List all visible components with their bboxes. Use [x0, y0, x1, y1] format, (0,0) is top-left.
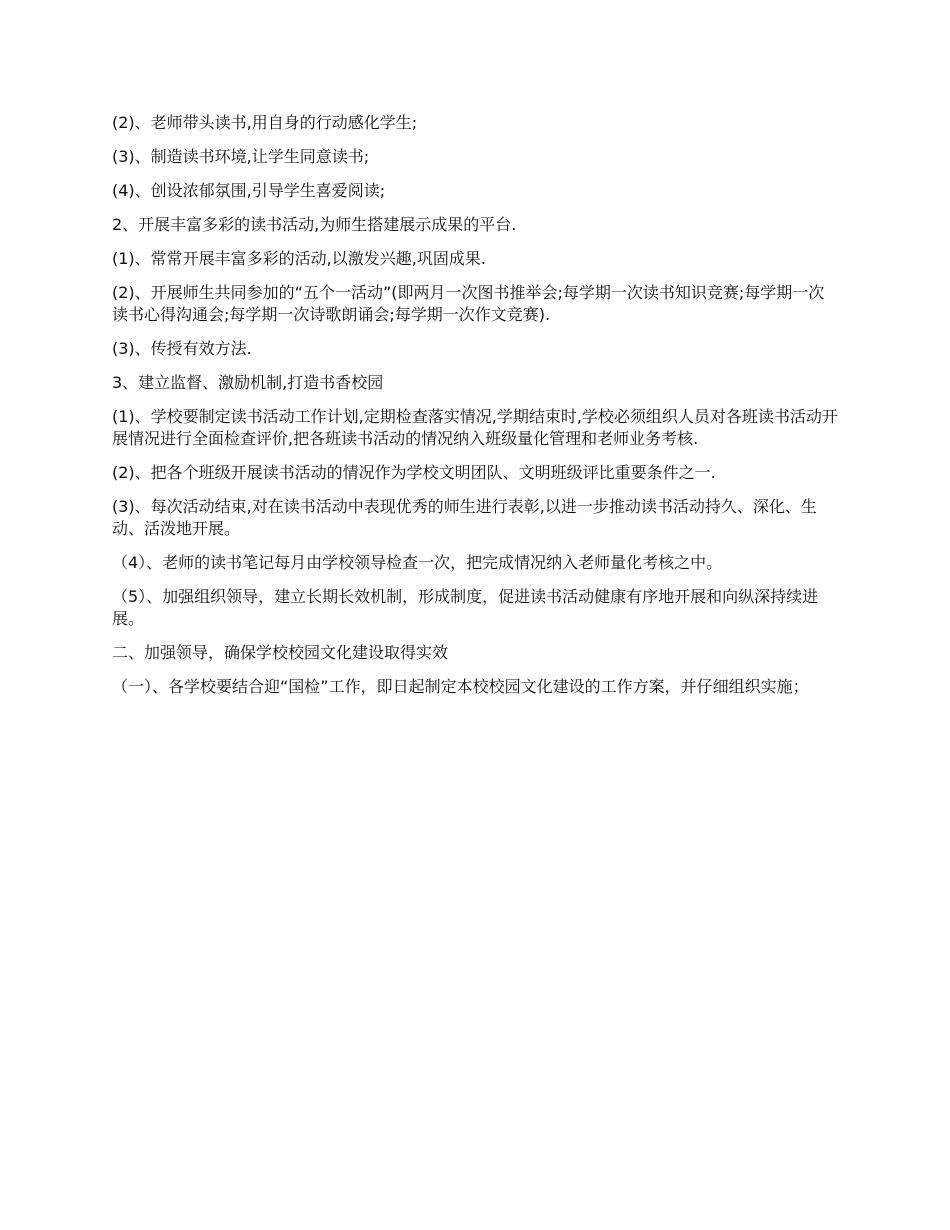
paragraph-1: (2)、老师带头读书,用自身的行动感化学生; — [112, 113, 418, 132]
document-body — [112, 112, 840, 710]
paragraph-12: （4）、老师的读书笔记每月由学校领导检查一次，把完成情况纳入老师量化考核之中。 — [112, 553, 723, 572]
paragraph-5: (1)、常常开展丰富多彩的活动,以激发兴趣,巩固成果. — [112, 249, 486, 268]
paragraph-14: 二、加强领导，确保学校校园文化建设取得实效 — [112, 643, 449, 662]
paragraph-3: (4)、创设浓郁氛围,引导学生喜爱阅读; — [112, 181, 386, 200]
paragraph-10: (2)、把各个班级开展读书活动的情况作为学校文明团队、文明班级评比重要条件之一. — [112, 463, 716, 482]
paragraph-4: 2、开展丰富多彩的读书活动,为师生搭建展示成果的平台. — [112, 215, 517, 234]
paragraph-15: （一）、各学校要结合迎“国检”工作，即日起制定本校校园文化建设的工作方案，并仔细组织实施； — [112, 677, 809, 696]
paragraph-9: (1)、学校要制定读书活动工作计划,定期检查落实情况,学期结束时,学校必须组织人员对各班读书活动开展情况进行全面检查评价,把各班读书活动的情况纳入班级量化管理和老师业务考核. — [112, 407, 838, 448]
paragraph-11: (3)、每次活动结束,对在读书活动中表现优秀的师生进行表彰,以进一步推动读书活动持久、深化、生动、活泼地开展。 — [112, 497, 817, 538]
paragraph-2: (3)、制造读书环境,让学生同意读书; — [112, 147, 370, 166]
paragraph-7: (3)、传授有效方法. — [112, 339, 252, 358]
paragraph-8: 3、建立监督、激励机制,打造书香校园 — [112, 373, 384, 392]
paragraph-6: (2)、开展师生共同参加的“五个一活动”(即两月一次图书推举会;每学期一次读书知识竞赛;每学期一次读书心得沟通会;每学期一次诗歌朗诵会;每学期一次作文竞赛). — [112, 283, 825, 324]
paragraph-13: （5）、加强组织领导，建立长期长效机制，形成制度，促进读书活动健康有序地开展和向纵深持续进展。 — [112, 587, 819, 628]
